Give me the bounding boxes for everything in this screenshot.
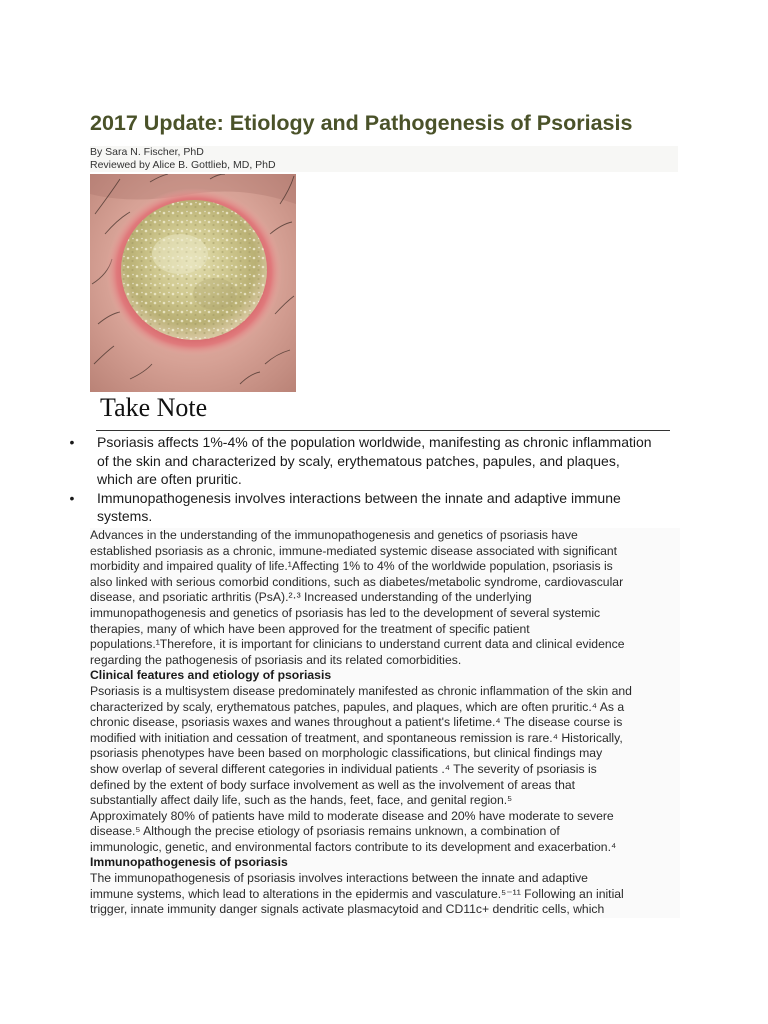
text-line: populations.¹Therefore, it is important for clinicians to understand current data and clinical evidence <box>90 637 625 652</box>
text-line: disease.⁵ Although the precise etiology of psoriasis remains unknown, a combination of <box>90 824 560 839</box>
take-note-heading: Take Note <box>100 393 208 422</box>
text-line: therapies, many of which have been approved for the treatment of specific patient <box>90 621 530 636</box>
reviewer-line: Reviewed by Alice B. Gottlieb, MD, PhD <box>90 159 276 171</box>
text-line: The immunopathogenesis of psoriasis involves interactions between the innate and adaptive <box>90 871 588 886</box>
article-title: 2017 Update: Etiology and Pathogenesis of Psoriasis <box>90 111 633 135</box>
text-line: morbidity and impaired quality of life.¹Affecting 1% to 4% of the worldwide population, psoriasis is <box>90 559 613 574</box>
text-line: Psoriasis is a multisystem disease predominately manifested as chronic inflammation of the skin and <box>90 683 632 698</box>
article-body <box>90 528 680 918</box>
psoriasis-plaque-photo <box>90 174 296 392</box>
text-line: substantially affect daily life, such as the hands, feet, face, and genital region.⁵ <box>90 793 513 808</box>
text-line: trigger, innate immunity danger signals activate plasmacytoid and CD11c+ dendritic cells, which <box>90 902 605 917</box>
text-line: immune systems, which lead to alterations in the epidermis and vasculature.⁵⁻¹¹ Following an initial <box>90 886 624 901</box>
text-line: established psoriasis as a chronic, immune-mediated systemic disease associated with significant <box>90 543 618 558</box>
bullet-line: which are often pruritic. <box>97 471 242 487</box>
author-line: By Sara N. Fischer, PhD <box>90 146 204 158</box>
text-line: Advances in the understanding of the immunopathogenesis and genetics of psoriasis have <box>90 528 578 542</box>
take-note-list <box>62 433 682 526</box>
list-item <box>62 433 682 489</box>
section-heading-clinical: Clinical features and etiology of psoriasis <box>90 668 332 683</box>
byline <box>90 146 678 172</box>
bullet-glyph: • <box>69 434 75 450</box>
section-heading-immunopathogenesis: Immunopathogenesis of psoriasis <box>90 855 288 870</box>
clinical-paragraph <box>90 684 680 856</box>
bullet-glyph: • <box>69 489 75 506</box>
take-note-divider <box>96 430 670 431</box>
text-line: Approximately 80% of patients have mild to moderate disease and 20% have moderate to severe <box>90 808 614 823</box>
bullet-line: of the skin and characterized by scaly, erythematous patches, papules, and plaques, <box>97 452 620 469</box>
text-line: defined by the extent of body surface involvement as well as the involvement of areas that <box>90 777 576 792</box>
text-line: show overlap of several different categories in individual patients .⁴ The severity of psoriasis is <box>90 761 597 776</box>
list-item <box>62 489 682 526</box>
text-line: immunologic, genetic, and environmental factors contribute to its development and exacerbation.⁴ <box>90 839 617 854</box>
text-line: psoriasis phenotypes have been based on morphologic classifications, but clinical findings may <box>90 746 603 761</box>
text-line: characterized by scaly, erythematous patches, papules, and plaques, which are often pruritic.⁴ As a <box>90 699 625 714</box>
text-line: disease, and psoriatic arthritis (PsA).²·³ Increased understanding of the underlying <box>90 590 532 605</box>
bullet-line: systems. <box>97 508 153 524</box>
text-line: immunopathogenesis and genetics of psoriasis has led to the development of several systemic <box>90 605 601 620</box>
text-line: modified with initiation and cessation of treatment, and spontaneous remission is rare.⁴ Historically, <box>90 730 623 745</box>
intro-paragraph <box>90 528 680 668</box>
bullet-line: Psoriasis affects 1%-4% of the population worldwide, manifesting as chronic inflammation <box>97 434 652 450</box>
immunopathogenesis-paragraph <box>90 871 680 918</box>
text-line: regarding the pathogenesis of psoriasis and its related comorbidities. <box>90 652 462 667</box>
text-line: also linked with serious comorbid conditions, such as diabetes/metabolic syndrome, cardiovascular <box>90 574 624 589</box>
bullet-line: Immunopathogenesis involves interactions between the innate and adaptive immune <box>97 489 621 506</box>
text-line: chronic disease, psoriasis waxes and wanes throughout a patient's lifetime.⁴ The disease course is <box>90 715 623 730</box>
